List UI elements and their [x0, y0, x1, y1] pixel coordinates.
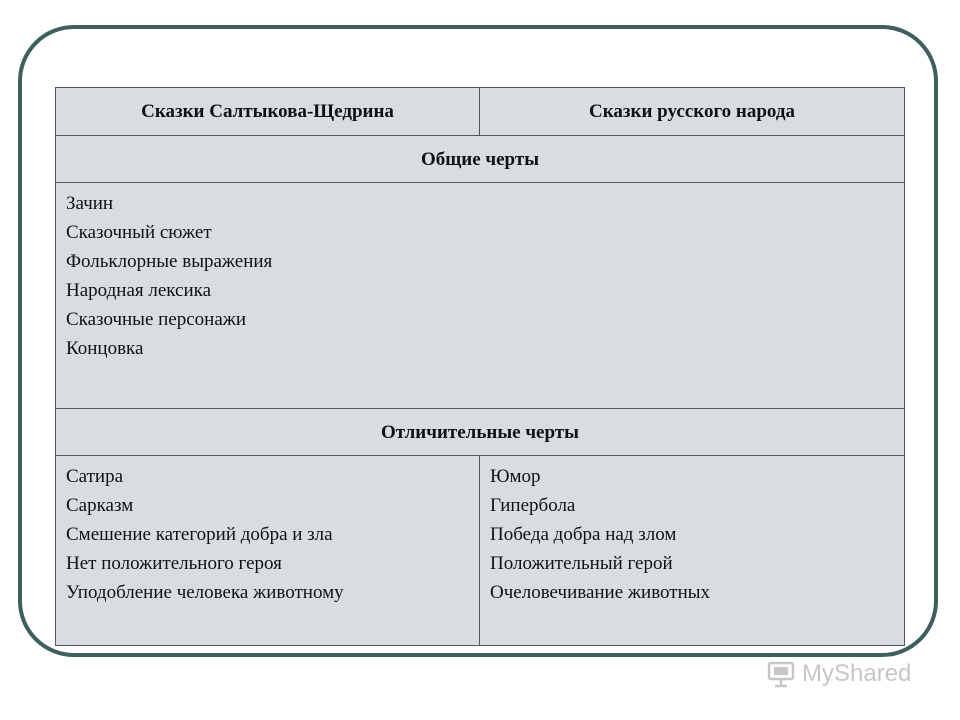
list-item: Сарказм	[66, 495, 134, 516]
distinct-features-saltykov-list	[56, 456, 480, 646]
list-item: Нет положительного героя	[66, 553, 282, 574]
list-item: Фольклорные выражения	[66, 251, 273, 272]
common-features-heading-row	[56, 136, 905, 183]
list-item: Сказочные персонажи	[66, 309, 247, 330]
header-saltykov: Сказки Салтыкова-Щедрина	[56, 88, 480, 136]
list-item: Народная лексика	[66, 280, 212, 301]
list-item: Гипербола	[490, 495, 576, 516]
distinct-features-title: Отличительные черты	[56, 409, 905, 456]
table-header-row	[56, 88, 905, 136]
list-item: Сатира	[66, 466, 124, 487]
watermark-text: MyShared	[802, 660, 912, 687]
presentation-board-icon	[766, 659, 796, 689]
comparison-table	[55, 87, 905, 646]
list-item: Концовка	[66, 338, 144, 359]
list-item: Уподобление человека животному	[66, 582, 344, 603]
distinct-features-row	[56, 456, 905, 646]
list-item: Положительный герой	[490, 553, 673, 574]
common-features-title: Общие черты	[56, 136, 905, 183]
list-item: Победа добра над злом	[490, 524, 677, 545]
distinct-features-folk-list	[480, 456, 905, 646]
myshared-watermark	[766, 656, 926, 692]
common-features-list	[56, 183, 905, 409]
common-features-row	[56, 183, 905, 409]
distinct-features-heading-row	[56, 409, 905, 456]
list-item: Сказочный сюжет	[66, 222, 212, 243]
list-item: Юмор	[490, 466, 541, 487]
list-item: Очеловечивание животных	[490, 582, 711, 603]
list-item: Зачин	[66, 193, 114, 214]
header-folk: Сказки русского народа	[480, 88, 905, 136]
list-item: Смешение категорий добра и зла	[66, 524, 333, 545]
